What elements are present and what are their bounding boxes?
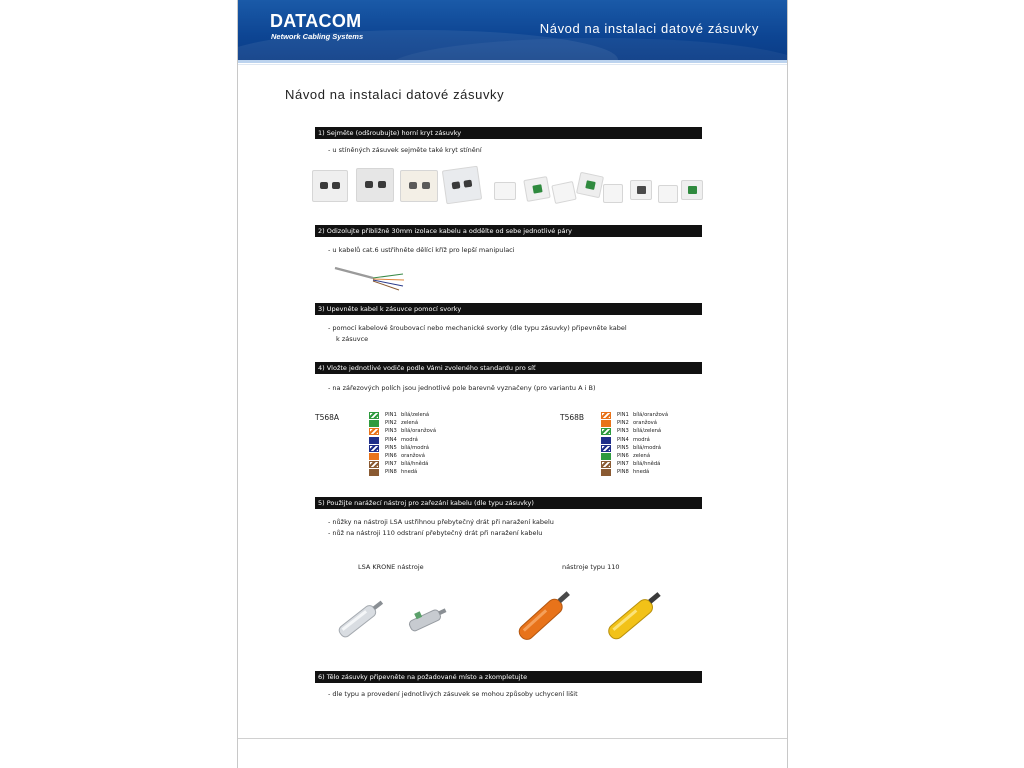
wire-color-swatch — [601, 453, 611, 460]
pin-number: PIN4 — [385, 436, 397, 443]
pin-number: PIN7 — [617, 461, 629, 468]
wire-color-name: modrá — [401, 436, 418, 443]
wire-color-name: zelená — [633, 453, 651, 459]
header-divider — [238, 60, 788, 63]
wiring-pin-row — [369, 469, 417, 476]
banner-title: Návod na instalaci datové zásuvky — [539, 21, 759, 36]
document-page — [237, 0, 788, 768]
pin-number: PIN1 — [617, 412, 629, 418]
wire-color-name: oranžová — [633, 420, 657, 427]
pin-number: PIN2 — [617, 420, 629, 427]
step-note: - nůž na nástroji 110 odstraní přebytečný drát při naražení kabelu — [328, 529, 543, 537]
wiring-pin-row — [601, 437, 650, 444]
wire-color-swatch — [601, 461, 611, 468]
wire-color-name: bílá/zelená — [633, 428, 662, 435]
wire-color-name: oranžová — [401, 453, 425, 459]
step-note: - u stíněných zásuvek sejměte také kryt stínění — [328, 146, 482, 154]
pin-number: PIN5 — [385, 444, 397, 451]
t568a-label: T568A — [315, 413, 340, 422]
wire-color-name: bílá/hnědá — [401, 461, 429, 468]
socket-photo — [630, 180, 652, 200]
wiring-pin-row — [601, 453, 650, 460]
wiring-pin-row — [369, 428, 436, 435]
pin-number: PIN6 — [385, 453, 397, 459]
socket-photo — [400, 170, 438, 202]
pin-number: PIN4 — [617, 436, 629, 443]
wire-color-swatch — [601, 469, 611, 476]
wire-color-name: zelená — [401, 420, 419, 427]
wiring-pin-row — [369, 453, 425, 460]
pin-number: PIN8 — [617, 469, 629, 476]
step-note: - dle typu a provedení jednotlivých zásuvek se mohou způsoby uchycení lišit — [328, 690, 578, 698]
tool-110-yellow-image — [598, 584, 670, 650]
wire-color-swatch — [369, 453, 379, 460]
step-heading: 6) Tělo zásuvky připevněte na požadované místo a zkompletujte — [315, 671, 702, 683]
wire-color-swatch — [601, 420, 611, 427]
socket-photo — [442, 166, 482, 205]
socket-photo — [551, 181, 576, 204]
wire-color-swatch — [369, 445, 379, 452]
wire-color-swatch — [601, 437, 611, 444]
header-divider — [238, 64, 788, 65]
wiring-pin-row — [601, 412, 668, 419]
lsa-krone-tool-image — [404, 600, 450, 640]
wire-color-swatch — [601, 428, 611, 435]
wire-color-name: bílá/oranžová — [633, 412, 669, 418]
lsa-tools-label: LSA KRONE nástroje — [358, 563, 424, 571]
wire-color-name: bílá/modrá — [401, 444, 429, 451]
wire-color-swatch — [369, 412, 379, 419]
step-note: - nůžky na nástroji LSA ustřihnou přebytečný drát při naražení kabelu — [328, 518, 554, 526]
wire-color-swatch — [369, 428, 379, 435]
step-note: k zásuvce — [336, 335, 369, 343]
pin-number: PIN1 — [385, 412, 397, 418]
tool-110-orange-image — [508, 584, 580, 650]
wire-color-swatch — [601, 412, 611, 419]
wire-color-name: modrá — [633, 436, 650, 443]
pin-number: PIN6 — [617, 453, 629, 459]
pin-number: PIN2 — [385, 420, 397, 427]
wiring-pin-row — [601, 469, 649, 476]
socket-photo — [523, 176, 550, 202]
step-heading: 4) Vložte jednotlivé vodiče podle Vámi zvoleného standardu pro síť — [315, 362, 702, 374]
pin-number: PIN3 — [617, 428, 629, 435]
pin-number: PIN7 — [385, 461, 397, 468]
step-note: - na zářezových polích jsou jednotlivé pole barevně vyznačeny (pro variantu A i B) — [328, 384, 596, 392]
tool-110-label: nástroje typu 110 — [562, 563, 620, 571]
socket-photo — [658, 185, 678, 203]
wire-color-swatch — [369, 437, 379, 444]
wiring-pin-row — [369, 437, 418, 444]
wire-color-name: bílá/zelená — [401, 412, 430, 418]
socket-photo — [681, 180, 703, 200]
wiring-pin-row — [369, 445, 429, 452]
socket-photo — [356, 168, 394, 202]
wire-color-name: bílá/hnědá — [633, 461, 661, 468]
wire-color-name: bílá/oranžová — [401, 428, 437, 435]
header-banner — [238, 0, 788, 60]
brand-tagline: Network Cabling Systems — [271, 32, 364, 41]
wiring-pin-row — [369, 412, 429, 419]
wire-color-swatch — [369, 420, 379, 427]
socket-photo — [494, 182, 516, 200]
wiring-pin-row — [601, 420, 657, 427]
socket-photo — [312, 170, 348, 202]
wire-color-name: bílá/modrá — [633, 444, 661, 451]
socket-photo — [603, 184, 623, 203]
document-title: Návod na instalaci datové zásuvky — [285, 87, 505, 102]
pin-number: PIN8 — [385, 469, 397, 476]
wiring-pin-row — [601, 461, 660, 468]
wire-color-swatch — [369, 469, 379, 476]
brand-logo: DATACOM — [270, 11, 362, 31]
lsa-krone-tool-image — [330, 594, 388, 646]
wire-color-swatch — [369, 461, 379, 468]
stripped-cable-image — [333, 262, 408, 292]
wire-color-name: hnedá — [401, 469, 418, 476]
step-note: - u kabelů cat.6 ustřihněte dělící kříž pro lepší manipulaci — [328, 246, 515, 254]
step-note: - pomocí kabelové šroubovací nebo mechanické svorky (dle typu zásuvky) připevněte kabel — [328, 324, 627, 332]
wiring-pin-row — [601, 445, 661, 452]
wiring-pin-row — [369, 420, 418, 427]
pin-number: PIN5 — [617, 444, 629, 451]
socket-photo — [576, 172, 604, 199]
wiring-pin-row — [601, 428, 661, 435]
step-heading: 5) Použijte narážecí nástroj pro zařezání kabelu (dle typu zásuvky) — [315, 497, 702, 509]
footer-divider — [238, 738, 788, 739]
step-heading: 2) Odizolujte přibližně 30mm izolace kabelu a oddělte od sebe jednotlivé páry — [315, 225, 702, 237]
t568b-label: T568B — [560, 413, 585, 422]
pin-number: PIN3 — [385, 428, 397, 435]
wire-color-name: hnedá — [633, 469, 650, 476]
wire-color-swatch — [601, 445, 611, 452]
step-heading: 3) Upevněte kabel k zásuvce pomocí svorky — [315, 303, 702, 315]
step-heading: 1) Sejměte (odšroubujte) horní kryt zásuvky — [315, 127, 702, 139]
wiring-pin-row — [369, 461, 428, 468]
